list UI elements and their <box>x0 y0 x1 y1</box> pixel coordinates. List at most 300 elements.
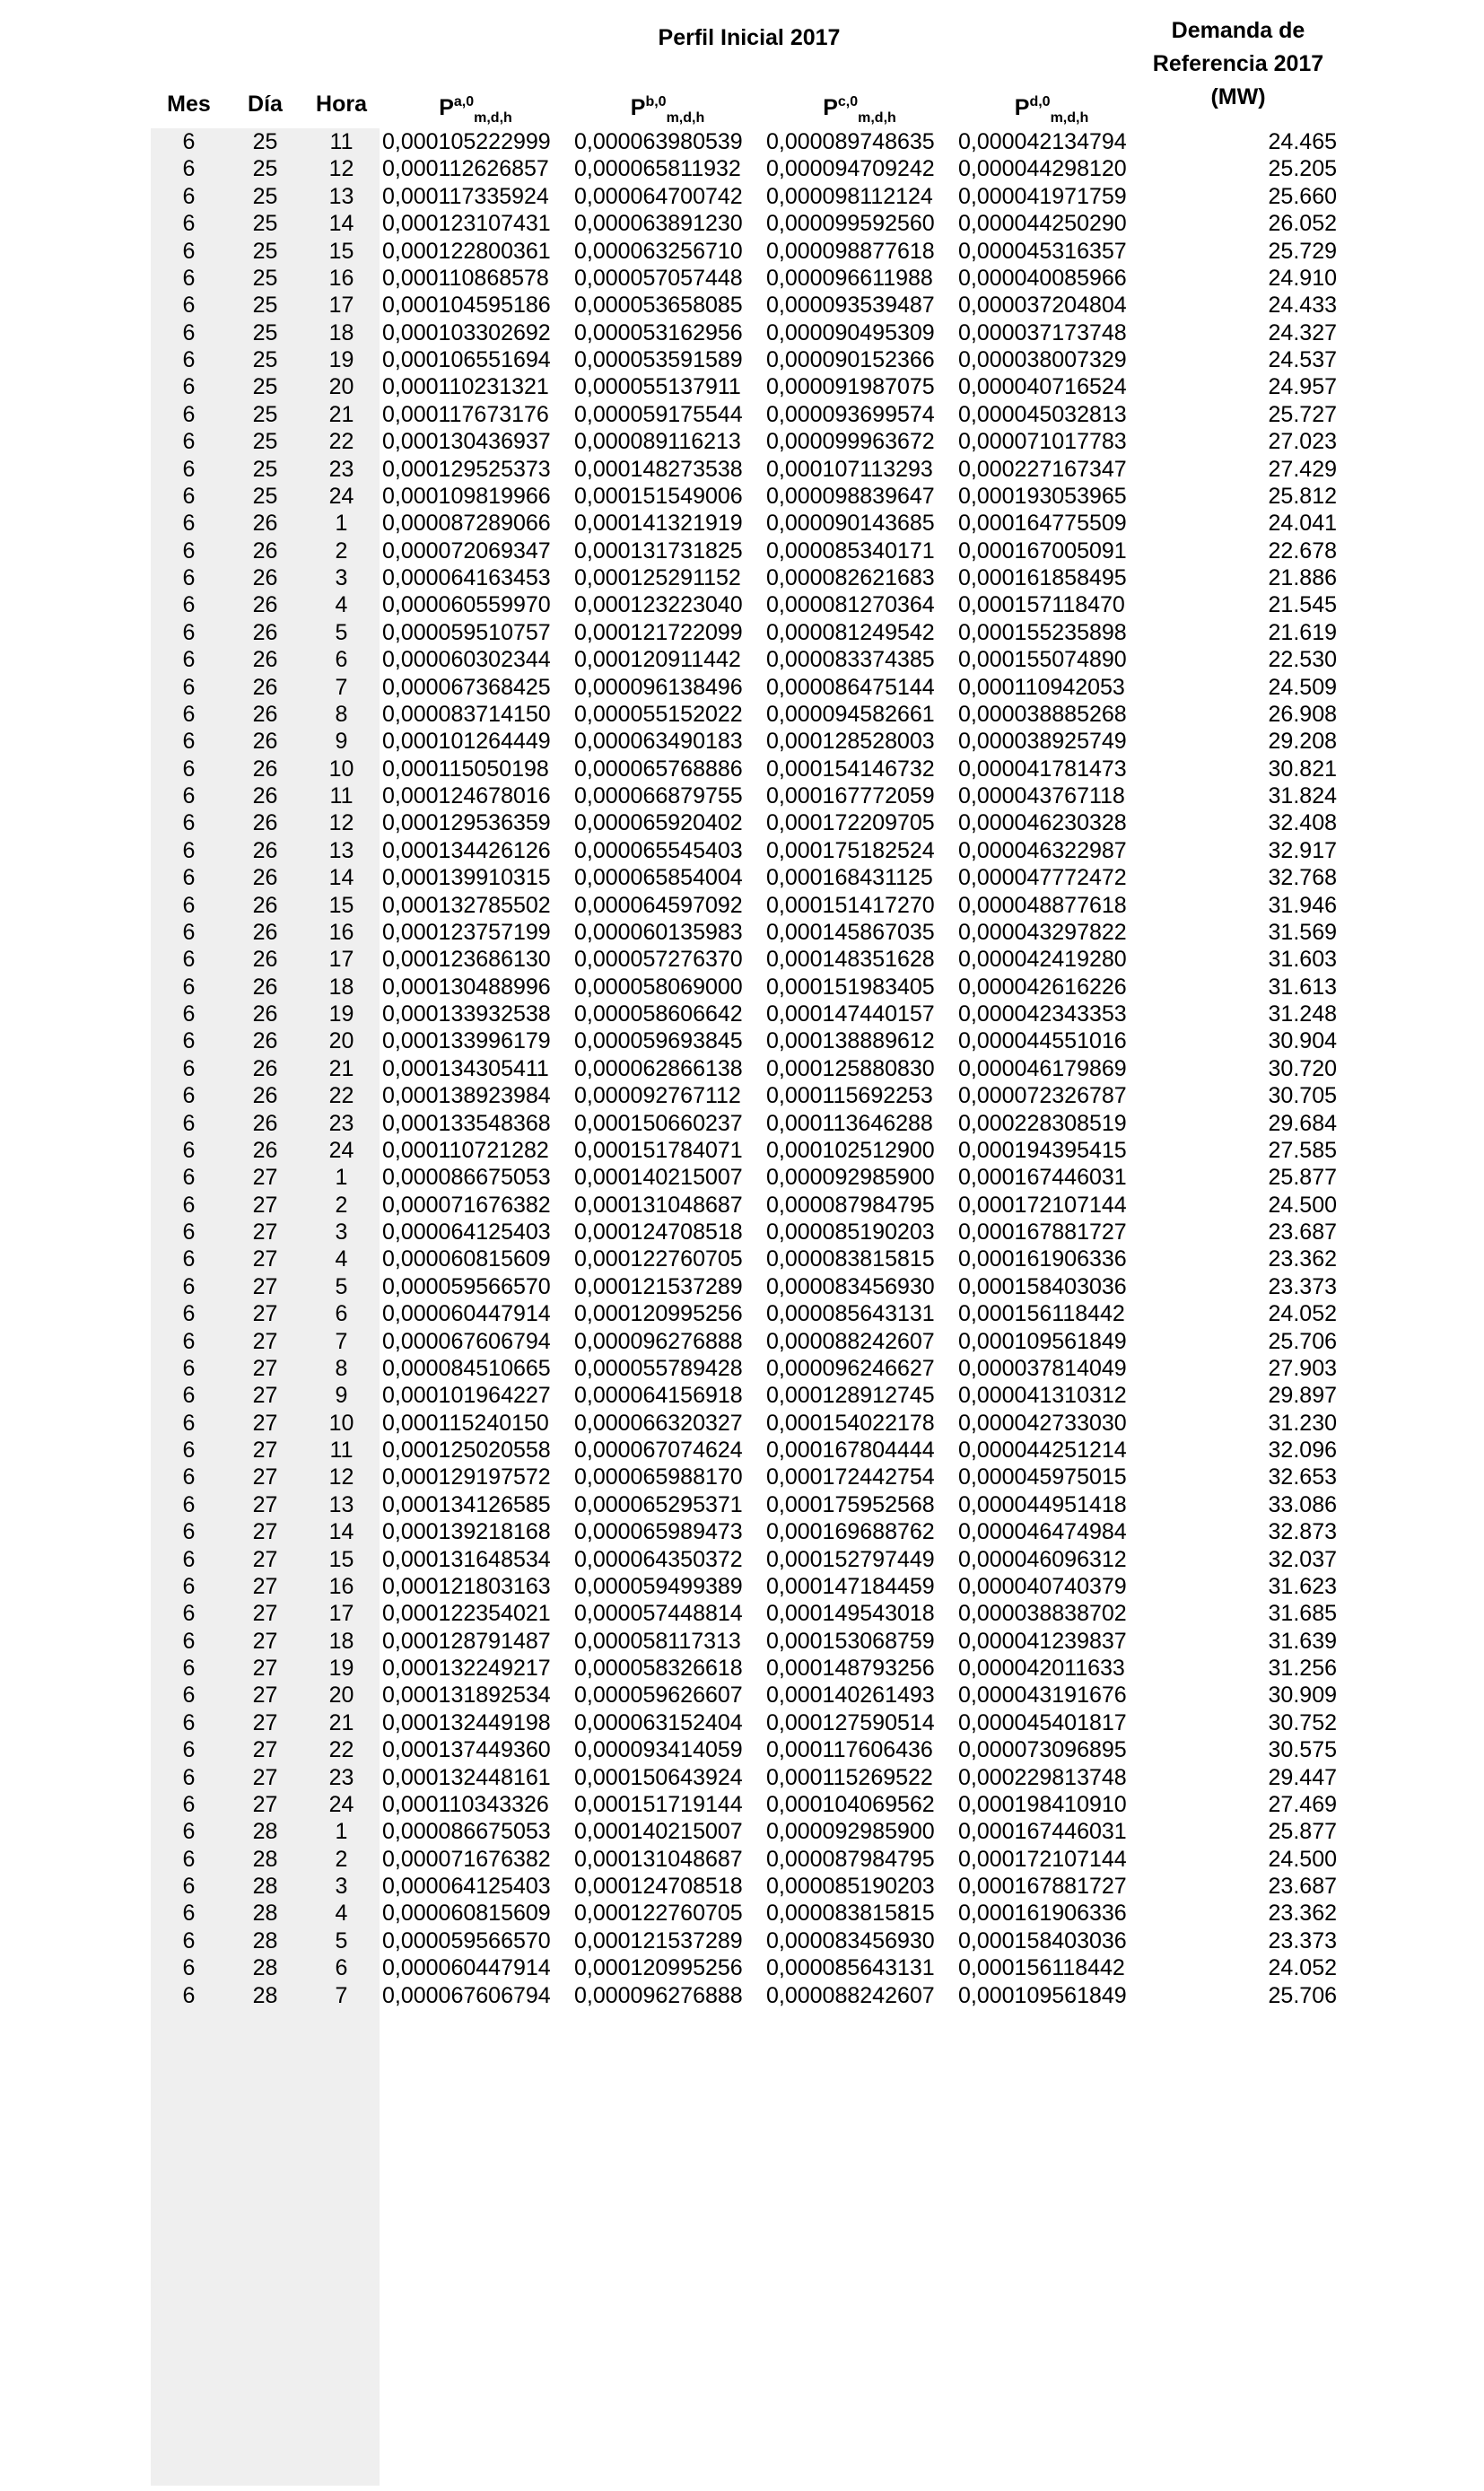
cell-p-a: 0,000125020558 <box>382 1438 551 1463</box>
table-row <box>151 1709 1339 1736</box>
cell-p-a: 0,000064125403 <box>382 1219 551 1245</box>
cell-p-d: 0,000038838702 <box>958 1601 1127 1627</box>
cell-dia: 26 <box>252 1137 278 1163</box>
cell-mes: 6 <box>182 947 196 973</box>
cell-p-b: 0,000124708518 <box>574 1219 743 1245</box>
cell-reference-demand: 24.500 <box>1268 1192 1337 1218</box>
cell-reference-demand: 30.705 <box>1268 1083 1337 1109</box>
table-row <box>151 373 1339 400</box>
cell-mes: 6 <box>182 1137 196 1163</box>
header-p-d <box>956 90 1148 131</box>
cell-reference-demand: 31.230 <box>1268 1410 1337 1436</box>
cell-hora: 17 <box>328 947 354 973</box>
profile-title: Perfil Inicial 2017 <box>658 25 841 50</box>
cell-p-b: 0,000065989473 <box>574 1519 743 1545</box>
cell-p-b: 0,000055152022 <box>574 701 743 727</box>
cell-dia: 27 <box>252 1764 278 1790</box>
cell-reference-demand: 30.909 <box>1268 1683 1337 1709</box>
cell-p-c: 0,000138889612 <box>766 1028 935 1054</box>
cell-dia: 27 <box>252 1219 278 1245</box>
cell-mes: 6 <box>182 1410 196 1436</box>
cell-reference-demand: 31.613 <box>1268 974 1337 1000</box>
table-row <box>151 1273 1339 1300</box>
cell-p-d: 0,000037814049 <box>958 1355 1127 1381</box>
cell-dia: 28 <box>252 1927 278 1953</box>
table-row <box>151 1791 1339 1818</box>
cell-p-b: 0,000066320327 <box>574 1410 743 1436</box>
cell-p-a: 0,000132785502 <box>382 892 551 918</box>
table-row <box>151 1355 1339 1382</box>
cell-p-c: 0,000127590514 <box>766 1709 935 1735</box>
table-row <box>151 1628 1339 1655</box>
cell-p-b: 0,000053162956 <box>574 319 743 345</box>
cell-hora: 12 <box>328 156 354 182</box>
cell-dia: 26 <box>252 647 278 673</box>
cell-dia: 26 <box>252 1083 278 1109</box>
table-row <box>151 809 1339 836</box>
table-row <box>151 1818 1339 1845</box>
cell-hora: 11 <box>329 129 354 154</box>
table-row <box>151 1219 1339 1246</box>
cell-p-b: 0,000063490183 <box>574 729 743 755</box>
cell-dia: 26 <box>252 756 278 782</box>
table-row <box>151 1001 1339 1027</box>
table-row <box>151 864 1339 891</box>
cell-dia: 26 <box>252 619 278 645</box>
cell-hora: 9 <box>335 729 348 755</box>
cell-p-b: 0,000065811932 <box>574 156 741 182</box>
cell-p-c: 0,000154022178 <box>766 1410 935 1436</box>
cell-mes: 6 <box>182 1464 196 1490</box>
table-row <box>151 510 1339 537</box>
cell-p-d: 0,000042419280 <box>958 947 1127 973</box>
cell-p-d: 0,000156118442 <box>958 1955 1125 1981</box>
cell-p-c: 0,000154146732 <box>766 756 935 782</box>
cell-p-b: 0,000063891230 <box>574 211 743 237</box>
cell-p-c: 0,000113646288 <box>766 1110 933 1136</box>
cell-p-a: 0,000064125403 <box>382 1874 551 1899</box>
cell-p-b: 0,000062866138 <box>574 1055 743 1081</box>
cell-p-c: 0,000094582661 <box>766 701 935 727</box>
cell-p-a: 0,000130488996 <box>382 974 551 1000</box>
cell-mes: 6 <box>182 592 196 618</box>
cell-hora: 12 <box>328 810 354 836</box>
table-row <box>151 591 1339 618</box>
cell-p-d: 0,000048877618 <box>958 892 1127 918</box>
cell-p-b: 0,000096276888 <box>574 1328 743 1354</box>
header-p-d-sup: d,0 <box>1029 94 1051 109</box>
cell-p-c: 0,000147440157 <box>766 1001 935 1027</box>
cell-p-d: 0,000229813748 <box>958 1764 1127 1790</box>
header-p-c <box>764 90 956 131</box>
header-p-b-letter: P <box>630 95 646 120</box>
cell-p-c: 0,000175182524 <box>766 837 935 863</box>
cell-p-a: 0,000117335924 <box>382 183 549 209</box>
cell-p-c: 0,000169688762 <box>766 1519 935 1545</box>
cell-p-b: 0,000140215007 <box>574 1165 743 1191</box>
cell-reference-demand: 27.469 <box>1268 1791 1337 1817</box>
cell-p-c: 0,000094709242 <box>766 156 935 182</box>
cell-reference-demand: 24.910 <box>1268 265 1337 291</box>
cell-reference-demand: 31.603 <box>1268 947 1337 973</box>
header-p-c-sub: m,d,h <box>858 110 896 126</box>
cell-p-d: 0,000042616226 <box>958 974 1127 1000</box>
cell-reference-demand: 21.886 <box>1268 565 1337 590</box>
cell-dia: 26 <box>252 674 278 700</box>
cell-p-a: 0,000129536359 <box>382 810 551 836</box>
cell-p-d: 0,000194395415 <box>958 1137 1127 1163</box>
cell-reference-demand: 27.429 <box>1268 456 1337 482</box>
cell-p-a: 0,000131648534 <box>382 1546 551 1572</box>
cell-p-d: 0,000044951418 <box>958 1491 1127 1517</box>
cell-dia: 26 <box>252 1055 278 1081</box>
cell-hora: 8 <box>335 701 348 727</box>
cell-p-b: 0,000058069000 <box>574 974 743 1000</box>
cell-p-b: 0,000124708518 <box>574 1874 743 1899</box>
cell-reference-demand: 24.537 <box>1268 347 1337 372</box>
table-row <box>151 619 1339 646</box>
cell-p-d: 0,000046230328 <box>958 810 1127 836</box>
cell-mes: 6 <box>182 1901 196 1927</box>
cell-mes: 6 <box>182 1301 196 1327</box>
cell-mes: 6 <box>182 156 196 182</box>
cell-p-a: 0,000103302692 <box>382 319 551 345</box>
cell-mes: 6 <box>182 1110 196 1136</box>
cell-p-b: 0,000131048687 <box>574 1192 743 1218</box>
cell-p-b: 0,000120911442 <box>574 647 741 673</box>
table-row <box>151 346 1339 373</box>
cell-mes: 6 <box>182 1546 196 1572</box>
cell-p-d: 0,000156118442 <box>958 1301 1125 1327</box>
cell-hora: 14 <box>328 1519 354 1545</box>
cell-p-a: 0,000138923984 <box>382 1083 551 1109</box>
cell-mes: 6 <box>182 1383 196 1409</box>
cell-p-d: 0,000042134794 <box>958 129 1127 154</box>
cell-mes: 6 <box>182 211 196 237</box>
cell-reference-demand: 23.373 <box>1268 1927 1337 1953</box>
table-row <box>151 238 1339 265</box>
cell-p-d: 0,000164775509 <box>958 511 1127 537</box>
cell-dia: 28 <box>252 1955 278 1981</box>
cell-p-d: 0,000041781473 <box>958 756 1127 782</box>
cell-hora: 15 <box>328 1546 354 1572</box>
cell-p-c: 0,000088242607 <box>766 1328 935 1354</box>
cell-p-c: 0,000145867035 <box>766 919 935 945</box>
cell-p-b: 0,000089116213 <box>574 429 741 455</box>
cell-p-d: 0,000227167347 <box>958 456 1127 482</box>
cell-mes: 6 <box>182 1982 196 2008</box>
cell-hora: 21 <box>328 1055 354 1081</box>
cell-p-c: 0,000153068759 <box>766 1628 935 1654</box>
cell-mes: 6 <box>182 810 196 836</box>
table-row <box>151 1982 1339 2009</box>
table-row <box>151 1410 1339 1437</box>
cell-p-b: 0,000150643924 <box>574 1764 743 1790</box>
cell-hora: 18 <box>328 974 354 1000</box>
cell-dia: 26 <box>252 947 278 973</box>
cell-p-a: 0,000060815609 <box>382 1246 551 1272</box>
cell-mes: 6 <box>182 1927 196 1953</box>
cell-mes: 6 <box>182 1273 196 1299</box>
cell-p-c: 0,000092985900 <box>766 1165 935 1191</box>
cell-p-a: 0,000121803163 <box>382 1573 551 1599</box>
cell-reference-demand: 21.545 <box>1268 592 1337 618</box>
cell-mes: 6 <box>182 1519 196 1545</box>
cell-hora: 14 <box>328 211 354 237</box>
cell-mes: 6 <box>182 1028 196 1054</box>
cell-p-b: 0,000067074624 <box>574 1438 743 1463</box>
cell-mes: 6 <box>182 238 196 264</box>
cell-p-a: 0,000134305411 <box>382 1055 549 1081</box>
table-row <box>151 728 1339 755</box>
table-row <box>151 1300 1339 1327</box>
cell-hora: 24 <box>328 483 354 509</box>
cell-mes: 6 <box>182 783 196 808</box>
header-p-d-letter: P <box>1014 95 1030 120</box>
cell-p-a: 0,000115050198 <box>382 756 549 782</box>
cell-reference-demand: 30.720 <box>1268 1055 1337 1081</box>
table-row <box>151 265 1339 292</box>
cell-p-d: 0,000161906336 <box>958 1901 1127 1927</box>
cell-hora: 19 <box>328 1001 354 1027</box>
cell-reference-demand: 25.727 <box>1268 401 1337 427</box>
cell-mes: 6 <box>182 1165 196 1191</box>
cell-mes: 6 <box>182 701 196 727</box>
cell-dia: 26 <box>252 511 278 537</box>
header-dia: Día <box>248 92 283 117</box>
table-row <box>151 1110 1339 1137</box>
cell-p-b: 0,000053591589 <box>574 347 743 372</box>
cell-dia: 27 <box>252 1328 278 1354</box>
cell-mes: 6 <box>182 756 196 782</box>
cell-mes: 6 <box>182 729 196 755</box>
cell-p-c: 0,000085643131 <box>766 1955 935 1981</box>
cell-reference-demand: 30.904 <box>1268 1028 1337 1054</box>
cell-reference-demand: 31.685 <box>1268 1601 1337 1627</box>
cell-reference-demand: 23.687 <box>1268 1874 1337 1899</box>
cell-p-c: 0,000085190203 <box>766 1874 935 1899</box>
cell-p-b: 0,000093414059 <box>574 1737 743 1763</box>
cell-reference-demand: 31.256 <box>1268 1656 1337 1681</box>
cell-p-d: 0,000161906336 <box>958 1246 1127 1272</box>
cell-p-a: 0,000105222999 <box>382 129 551 154</box>
cell-p-d: 0,000041310312 <box>958 1383 1127 1409</box>
cell-hora: 19 <box>328 347 354 372</box>
cell-dia: 25 <box>252 319 278 345</box>
cell-hora: 8 <box>335 1355 348 1381</box>
cell-p-a: 0,000133996179 <box>382 1028 551 1054</box>
cell-reference-demand: 23.687 <box>1268 1219 1337 1245</box>
cell-hora: 11 <box>329 1438 354 1463</box>
cell-p-d: 0,000044298120 <box>958 156 1127 182</box>
cell-hora: 17 <box>328 1601 354 1627</box>
cell-p-b: 0,000064156918 <box>574 1383 743 1409</box>
table-row <box>151 401 1339 428</box>
cell-reference-demand: 31.639 <box>1268 1628 1337 1654</box>
table-row <box>151 1192 1339 1219</box>
cell-dia: 27 <box>252 1546 278 1572</box>
cell-p-d: 0,000041971759 <box>958 183 1127 209</box>
cell-dia: 27 <box>252 1683 278 1709</box>
cell-p-c: 0,000096611988 <box>766 265 933 291</box>
cell-p-d: 0,000044251214 <box>958 1438 1127 1463</box>
cell-dia: 27 <box>252 1573 278 1599</box>
cell-p-a: 0,000086675053 <box>382 1165 551 1191</box>
cell-dia: 28 <box>252 1874 278 1899</box>
cell-p-b: 0,000125291152 <box>574 565 741 590</box>
cell-reference-demand: 25.205 <box>1268 156 1337 182</box>
cell-p-a: 0,000132448161 <box>382 1764 551 1790</box>
cell-mes: 6 <box>182 1819 196 1845</box>
cell-p-d: 0,000155074890 <box>958 647 1127 673</box>
cell-p-b: 0,000057448814 <box>574 1601 743 1627</box>
table-row <box>151 319 1339 346</box>
cell-p-a: 0,000060559970 <box>382 592 551 618</box>
cell-hora: 2 <box>335 1846 348 1872</box>
cell-p-b: 0,000063152404 <box>574 1709 743 1735</box>
cell-hora: 1 <box>335 511 348 537</box>
cell-mes: 6 <box>182 1764 196 1790</box>
cell-dia: 25 <box>252 374 278 400</box>
cell-p-d: 0,000045032813 <box>958 401 1127 427</box>
header-hora: Hora <box>316 92 367 117</box>
cell-hora: 18 <box>328 1628 354 1654</box>
cell-dia: 27 <box>252 1464 278 1490</box>
cell-hora: 24 <box>328 1791 354 1817</box>
table-row <box>151 1927 1339 1954</box>
cell-p-a: 0,000059566570 <box>382 1927 551 1953</box>
cell-p-b: 0,000064597092 <box>574 892 743 918</box>
cell-p-a: 0,000101264449 <box>382 729 551 755</box>
cell-hora: 2 <box>335 1192 348 1218</box>
cell-p-d: 0,000044250290 <box>958 211 1127 237</box>
cell-mes: 6 <box>182 1219 196 1245</box>
cell-p-c: 0,000083456930 <box>766 1927 935 1953</box>
cell-dia: 25 <box>252 238 278 264</box>
cell-dia: 26 <box>252 538 278 564</box>
cell-reference-demand: 32.873 <box>1268 1519 1337 1545</box>
table-row <box>151 1954 1339 1981</box>
cell-dia: 26 <box>252 1028 278 1054</box>
cell-p-d: 0,000198410910 <box>958 1791 1127 1817</box>
cell-p-a: 0,000110868578 <box>382 265 549 291</box>
cell-p-a: 0,000083714150 <box>382 701 551 727</box>
table-row <box>151 1655 1339 1682</box>
cell-p-d: 0,000172107144 <box>958 1192 1127 1218</box>
table-row <box>151 892 1339 919</box>
cell-p-d: 0,000161858495 <box>958 565 1127 590</box>
cell-p-b: 0,000092767112 <box>574 1083 741 1109</box>
cell-p-c: 0,000117606436 <box>766 1737 933 1763</box>
table-row <box>151 292 1339 319</box>
cell-mes: 6 <box>182 1246 196 1272</box>
table-row <box>151 946 1339 973</box>
cell-hora: 13 <box>328 1491 354 1517</box>
cell-hora: 2 <box>335 538 348 564</box>
cell-p-a: 0,000123757199 <box>382 919 551 945</box>
cell-p-a: 0,000133932538 <box>382 1001 551 1027</box>
cell-reference-demand: 24.465 <box>1268 129 1337 154</box>
cell-mes: 6 <box>182 837 196 863</box>
cell-p-a: 0,000123686130 <box>382 947 551 973</box>
cell-p-d: 0,000038885268 <box>958 701 1127 727</box>
table-row <box>151 428 1339 455</box>
cell-p-b: 0,000120995256 <box>574 1301 743 1327</box>
cell-p-b: 0,000120995256 <box>574 1955 743 1981</box>
cell-p-c: 0,000088242607 <box>766 1982 935 2008</box>
table-row <box>151 1055 1339 1082</box>
cell-p-a: 0,000109819966 <box>382 483 551 509</box>
header-p-c-sup: c,0 <box>837 94 859 109</box>
cell-hora: 6 <box>335 1955 348 1981</box>
cell-p-c: 0,000099592560 <box>766 211 935 237</box>
cell-p-a: 0,000112626857 <box>382 156 549 182</box>
cell-dia: 25 <box>252 211 278 237</box>
cell-dia: 26 <box>252 1110 278 1136</box>
table-row <box>151 1900 1339 1927</box>
cell-p-d: 0,000038925749 <box>958 729 1127 755</box>
cell-mes: 6 <box>182 647 196 673</box>
cell-p-c: 0,000151983405 <box>766 974 935 1000</box>
cell-p-b: 0,000066879755 <box>574 783 743 808</box>
cell-reference-demand: 32.917 <box>1268 837 1337 863</box>
cell-p-c: 0,000091987075 <box>766 374 935 400</box>
cell-reference-demand: 25.729 <box>1268 238 1337 264</box>
cell-p-b: 0,000060135983 <box>574 919 743 945</box>
cell-p-d: 0,000043297822 <box>958 919 1127 945</box>
cell-p-c: 0,000085190203 <box>766 1219 935 1245</box>
cell-hora: 20 <box>328 374 354 400</box>
cell-p-d: 0,000046474984 <box>958 1519 1127 1545</box>
cell-p-a: 0,000071676382 <box>382 1846 551 1872</box>
cell-p-c: 0,000175952568 <box>766 1491 935 1517</box>
cell-p-c: 0,000089748635 <box>766 129 935 154</box>
cell-dia: 25 <box>252 129 278 154</box>
cell-hora: 10 <box>328 1410 354 1436</box>
cell-dia: 27 <box>252 1165 278 1191</box>
table-body <box>151 128 1339 2009</box>
cell-p-d: 0,000047772472 <box>958 865 1127 891</box>
cell-reference-demand: 25.660 <box>1268 183 1337 209</box>
cell-reference-demand: 32.408 <box>1268 810 1337 836</box>
cell-p-b: 0,000121537289 <box>574 1273 743 1299</box>
cell-p-d: 0,000167005091 <box>958 538 1127 564</box>
cell-p-d: 0,000167446031 <box>958 1165 1127 1191</box>
cell-p-d: 0,000044551016 <box>958 1028 1127 1054</box>
cell-reference-demand: 24.433 <box>1268 293 1337 319</box>
cell-p-a: 0,000060447914 <box>382 1301 551 1327</box>
cell-dia: 25 <box>252 347 278 372</box>
cell-mes: 6 <box>182 347 196 372</box>
cell-p-c: 0,000148351628 <box>766 947 935 973</box>
cell-hora: 7 <box>335 1982 348 2008</box>
cell-mes: 6 <box>182 483 196 509</box>
cell-reference-demand: 23.362 <box>1268 1901 1337 1927</box>
cell-reference-demand: 30.575 <box>1268 1737 1337 1763</box>
cell-p-a: 0,000134126585 <box>382 1491 551 1517</box>
cell-p-b: 0,000058606642 <box>574 1001 743 1027</box>
cell-hora: 21 <box>328 1709 354 1735</box>
cell-mes: 6 <box>182 674 196 700</box>
cell-dia: 27 <box>252 1410 278 1436</box>
header-p-a-sup: a,0 <box>453 94 475 109</box>
cell-p-d: 0,000042733030 <box>958 1410 1127 1436</box>
cell-dia: 28 <box>252 1982 278 2008</box>
cell-p-d: 0,000109561849 <box>958 1328 1127 1354</box>
cell-p-a: 0,000067606794 <box>382 1328 551 1354</box>
cell-p-a: 0,000106551694 <box>382 347 551 372</box>
table-row <box>151 1873 1339 1900</box>
